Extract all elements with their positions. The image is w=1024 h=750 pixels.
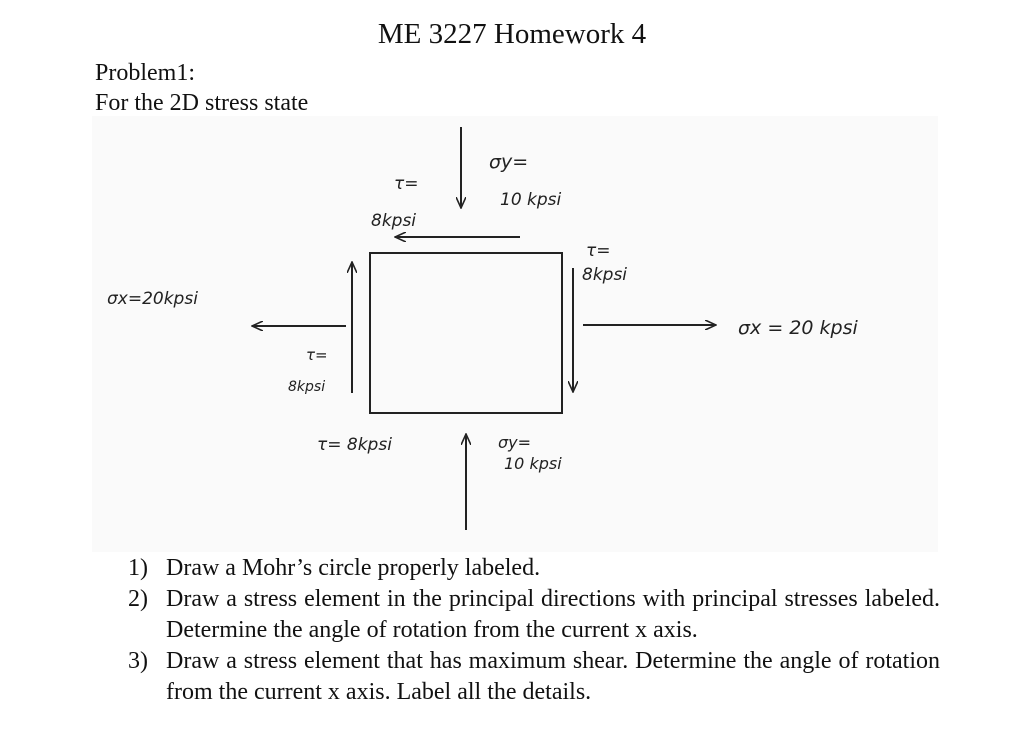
right-sigma-x: σx = 20 kpsi (738, 317, 858, 339)
page-title: ME 3227 Homework 4 (377, 18, 647, 50)
top-tau-value: 8kpsi (371, 211, 417, 231)
task-number: 1) (128, 555, 148, 581)
top-tau-symbol: τ= (394, 174, 419, 194)
task-number: 2) (128, 586, 148, 612)
task-number: 3) (128, 648, 148, 674)
left-tau-value: 8kpsi (288, 379, 326, 395)
task-item (128, 553, 940, 584)
task-item (128, 646, 940, 708)
stress-element-square (370, 253, 562, 413)
top-sigma-y-symbol: σy= (489, 151, 529, 173)
task-text: Draw a stress element that has maximum shear. Determine the angle of rotation from the current x axis. Label all the details. (166, 648, 940, 705)
left-tau-symbol: τ= (306, 346, 328, 364)
top-sigma-y-value: 10 kpsi (500, 190, 562, 210)
bottom-sigma-y-value: 10 kpsi (504, 454, 562, 473)
problem-label: Problem1: (95, 60, 195, 86)
task-text: Draw a Mohr’s circle properly labeled. (166, 555, 541, 581)
problem-intro: For the 2D stress state (95, 90, 309, 116)
task-item (128, 584, 940, 646)
task-list (128, 553, 940, 708)
left-sigma-x: σx=20kpsi (107, 289, 198, 309)
task-text: Draw a stress element in the principal directions with principal stresses labeled. Determine the angle of rotation from the current x axis. (166, 586, 940, 643)
right-tau-value: 8kpsi (582, 265, 628, 285)
bottom-sigma-y-symbol: σy= (498, 433, 532, 452)
bottom-tau: τ= 8kpsi (317, 435, 392, 455)
right-tau-symbol: τ= (586, 241, 611, 261)
